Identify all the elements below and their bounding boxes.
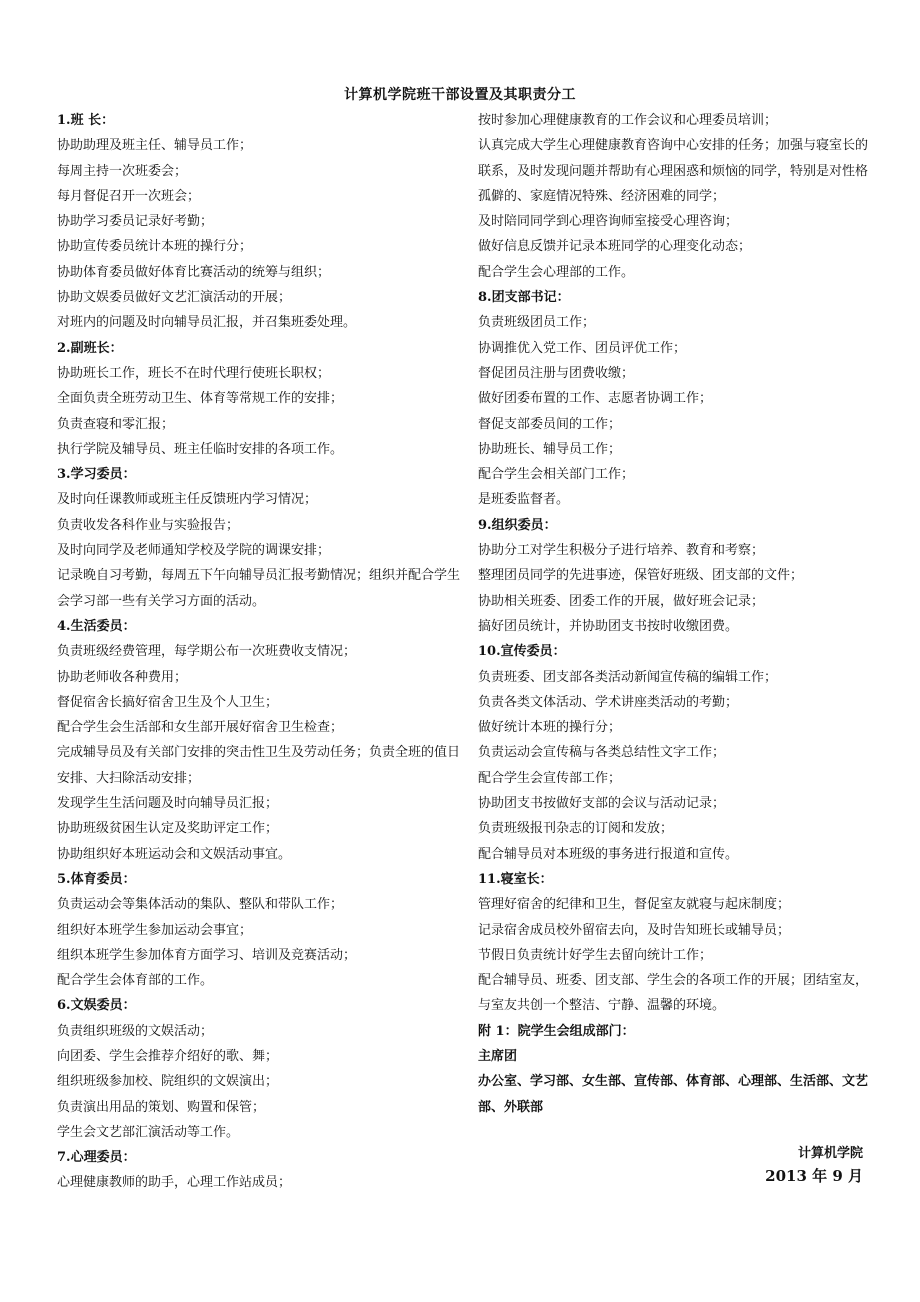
duty-item: 是班委监督者。 — [478, 492, 570, 508]
footer-date: 2013 年 9 月 — [765, 1167, 863, 1185]
section-heading: 7.心理委员： — [57, 1150, 136, 1166]
duty-item: 组织班级参加校、院组织的文娱演出； — [57, 1074, 279, 1090]
duty-item: 整理团员同学的先进事迹，保管好班级、团支部的文件； — [478, 568, 804, 584]
duty-item: 组织本班学生参加体育方面学习、培训及竞赛活动； — [57, 947, 357, 963]
duty-item: 协助宣传委员统计本班的操行分； — [57, 239, 253, 255]
duty-item: 配合学生会相关部门工作； — [478, 467, 635, 483]
duty-item: 督促团员注册与团费收缴； — [478, 365, 635, 381]
duty-item: 完成辅导员及有关部门安排的突击性卫生及劳动任务；负责全班的值日安排、大扫除活动安排； — [57, 745, 461, 786]
duty-item: 记录晚自习考勤，每周五下午向辅导员汇报考勤情况；组织并配合学生会学习部一些有关学习方面的活动。 — [57, 568, 461, 609]
duty-item: 及时向同学及老师通知学校及学院的调课安排； — [57, 543, 331, 559]
duty-item: 负责收发各科作业与实验报告； — [57, 517, 240, 533]
duty-item: 协助组织好本班运动会和文娱活动事宜。 — [57, 846, 292, 862]
duty-item: 督促支部委员间的工作； — [478, 416, 622, 432]
duty-item: 做好统计本班的操行分； — [478, 720, 622, 736]
duty-item: 负责运动会宣传稿与各类总结性文字工作； — [478, 745, 726, 761]
duty-item: 负责运动会等集体活动的集队、整队和带队工作； — [57, 897, 344, 913]
duty-item: 节假日负责统计好学生去留向统计工作； — [478, 947, 713, 963]
duty-item: 负责班级经费管理，每学期公布一次班费收支情况； — [57, 644, 357, 660]
duty-item: 配合学生会心理部的工作。 — [478, 264, 635, 280]
duty-item: 协助学习委员记录好考勤； — [57, 214, 214, 230]
duty-item: 配合辅导员、班委、团支部、学生会的各项工作的开展；团结室友，与室友共创一个整洁、宁静、温馨的环境。 — [478, 973, 869, 1014]
duty-item: 协助分工对学生积极分子进行培养、教育和考察； — [478, 543, 765, 559]
duty-item: 负责查寝和零汇报； — [57, 416, 175, 432]
duty-item: 对班内的问题及时向辅导员汇报，并召集班委处理。 — [57, 315, 357, 331]
left-column — [57, 108, 465, 1196]
duty-item: 督促宿舍长搞好宿舍卫生及个人卫生； — [57, 694, 279, 710]
duty-item: 管理好宿舍的纪律和卫生，督促室友就寝与起床制度； — [478, 897, 791, 913]
duty-item: 协助班长工作，班长不在时代理行使班长职权； — [57, 365, 331, 381]
duty-item: 负责演出用品的策划、购置和保管； — [57, 1099, 266, 1115]
section-heading: 1.班 长： — [57, 113, 115, 128]
duty-item: 认真完成大学生心理健康教育咨询中心安排的任务；加强与寝室长的联系，及时发现问题并帮助有心理困惑和烦恼的同学，特别是对性格孤僻的、家庭情况特殊、经济困难的同学； — [478, 138, 869, 204]
duty-item: 配合学生会宣传部工作； — [478, 770, 622, 786]
duty-item: 负责班级团员工作； — [478, 315, 596, 331]
section-heading: 主席团 — [478, 1048, 518, 1064]
duty-item: 负责组织班级的文娱活动； — [57, 1023, 214, 1039]
duty-item: 协助团支书按做好支部的会议与活动记录； — [478, 796, 726, 812]
duty-item: 向团委、学生会推荐介绍好的歌、舞； — [57, 1048, 279, 1064]
footer-organization: 计算机学院 — [797, 1146, 863, 1161]
duty-item: 协调推优入党工作、团员评优工作； — [478, 340, 687, 356]
duty-item: 发现学生生活问题及时向辅导员汇报； — [57, 796, 279, 812]
duty-item: 协助班长、辅导员工作； — [478, 441, 622, 457]
duty-item: 配合学生会生活部和女生部开展好宿舍卫生检查； — [57, 720, 344, 736]
duty-item: 配合学生会体育部的工作。 — [57, 973, 214, 989]
duty-item: 协助文娱委员做好文艺汇演活动的开展； — [57, 290, 292, 306]
section-heading: 10.宣传委员： — [478, 644, 566, 660]
duty-item: 协助班级贫困生认定及奖助评定工作； — [57, 821, 279, 837]
duty-item: 记录宿舍成员校外留宿去向，及时告知班长或辅导员； — [478, 922, 791, 938]
duty-item: 协助相关班委、团委工作的开展，做好班会记录； — [478, 593, 765, 609]
duty-item: 协助助理及班主任、辅导员工作； — [57, 138, 253, 154]
section-heading: 9.组织委员： — [478, 517, 557, 533]
duty-item: 全面负责全班劳动卫生、体育等常规工作的安排； — [57, 391, 344, 407]
section-heading: 5.体育委员： — [57, 871, 136, 887]
duty-item: 做好团委布置的工作、志愿者协调工作； — [478, 391, 713, 407]
duty-item: 负责班级报刊杂志的订阅和发放； — [478, 821, 674, 837]
right-column — [478, 108, 868, 1120]
duty-item: 学生会文艺部汇演活动等工作。 — [57, 1124, 240, 1140]
duty-item: 心理健康教师的助手，心理工作站成员； — [57, 1175, 292, 1191]
duty-item: 及时陪同同学到心理咨询师室接受心理咨询； — [478, 214, 739, 230]
section-heading: 4.生活委员： — [57, 618, 136, 634]
duty-item: 每周主持一次班委会； — [57, 163, 188, 179]
section-heading: 11.寝室长： — [478, 871, 553, 887]
duty-item: 负责班委、团支部各类活动新闻宣传稿的编辑工作； — [478, 669, 778, 685]
page-title: 计算机学院班干部设置及其职责分工 — [344, 87, 576, 103]
duty-item: 每月督促召开一次班会； — [57, 188, 201, 204]
duty-item: 及时向任课教师或班主任反馈班内学习情况； — [57, 492, 318, 508]
duty-item: 配合辅导员对本班级的事务进行报道和宣传。 — [478, 846, 739, 862]
section-heading: 办公室、学习部、女生部、宣传部、体育部、心理部、生活部、文艺部、外联部 — [478, 1074, 869, 1115]
section-heading: 3.学习委员： — [57, 467, 136, 483]
duty-item: 组织好本班学生参加运动会事宜； — [57, 922, 253, 938]
duty-item: 负责各类文体活动、学术讲座类活动的考勤； — [478, 694, 739, 710]
duty-item: 搞好团员统计，并协助团支书按时收缴团费。 — [478, 618, 739, 634]
section-heading: 2.副班长： — [57, 340, 123, 356]
duty-item: 执行学院及辅导员、班主任临时安排的各项工作。 — [57, 441, 344, 457]
section-heading: 6.文娱委员： — [57, 998, 136, 1014]
section-heading: 8.团支部书记： — [478, 290, 570, 306]
duty-item: 做好信息反馈并记录本班同学的心理变化动态； — [478, 239, 752, 255]
duty-item: 按时参加心理健康教育的工作会议和心理委员培训； — [478, 113, 778, 128]
section-heading: 附 1：院学生会组成部门： — [478, 1023, 635, 1039]
duty-item: 协助体育委员做好体育比赛活动的统筹与组织； — [57, 264, 331, 280]
duty-item: 协助老师收各种费用； — [57, 669, 188, 685]
